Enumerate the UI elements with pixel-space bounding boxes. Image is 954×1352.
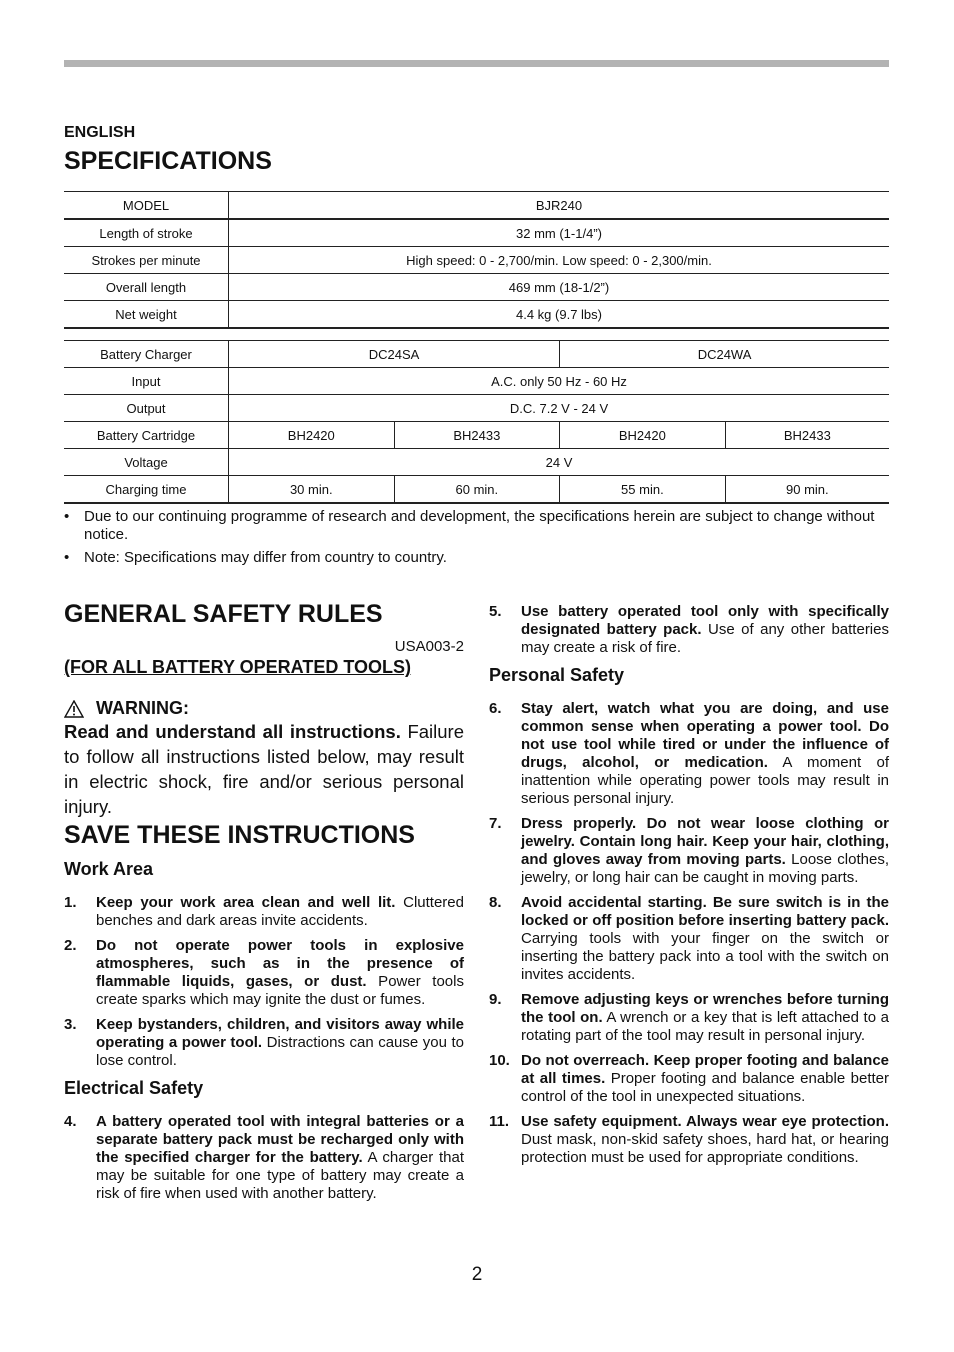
item-number: 4. bbox=[64, 1113, 77, 1130]
warning-lead-bold: Read and understand all instructions. bbox=[64, 721, 401, 742]
table-row bbox=[64, 476, 889, 504]
warning-label: WARNING: bbox=[96, 698, 189, 718]
model-value: BJR240 bbox=[229, 192, 890, 220]
list-item bbox=[64, 508, 889, 544]
cartridge-value: BH2433 bbox=[394, 422, 560, 449]
item-bold: Keep your work area clean and well lit. bbox=[96, 894, 396, 911]
spec-label: Strokes per minute bbox=[64, 247, 229, 274]
item-text: Cluttered benches and dark areas invite accidents. bbox=[96, 894, 464, 929]
item-text: Carrying tools with your finger on the switch or inserting the battery pack into a tool with the switch on invites accidents. bbox=[521, 930, 889, 983]
output-value: D.C. 7.2 V - 24 V bbox=[229, 395, 890, 422]
item-bold: Use battery operated tool only with specifically designated battery pack. bbox=[521, 603, 889, 638]
item-number: 2. bbox=[64, 937, 77, 954]
model-label: MODEL bbox=[64, 192, 229, 220]
item-number: 11. bbox=[489, 1113, 510, 1130]
item-number: 10. bbox=[489, 1052, 510, 1069]
specifications-table bbox=[64, 191, 889, 329]
item-bold: Dress properly. Do not wear loose clothing or jewelry. Contain long hair. Keep your hair, clothing, and gloves away from moving parts. bbox=[521, 815, 889, 868]
list-item bbox=[489, 991, 889, 1045]
spec-value: High speed: 0 - 2,700/min. Low speed: 0 - 2,300/min. bbox=[229, 247, 890, 274]
left-column bbox=[64, 598, 464, 1210]
spec-notes bbox=[64, 508, 889, 572]
cartridge-value: BH2420 bbox=[560, 422, 726, 449]
warning-text bbox=[64, 719, 464, 819]
item-bold: Stay alert, watch what you are doing, and use common sense when operating a power tool. Do not use tool while tired or under the influence of drugs, alcohol, or medication. bbox=[521, 700, 889, 771]
input-label: Input bbox=[64, 368, 229, 395]
safety-subtitle: (FOR ALL BATTERY OPERATED TOOLS) bbox=[64, 657, 412, 677]
list-item bbox=[489, 815, 889, 887]
list-item bbox=[64, 1113, 464, 1203]
input-value: A.C. only 50 Hz - 60 Hz bbox=[229, 368, 890, 395]
item-number: 1. bbox=[64, 894, 77, 911]
item-bold: A battery operated tool with integral batteries or a separate battery pack must be recharged only with the specified charger for the battery. bbox=[96, 1113, 464, 1166]
cartridge-value: BH2433 bbox=[725, 422, 889, 449]
item-bold: Do not overreach. Keep proper footing and balance at all times. bbox=[521, 1052, 889, 1087]
note-text: Note: Specifications may differ from country to country. bbox=[84, 549, 447, 566]
charging-label: Charging time bbox=[64, 476, 229, 504]
note-text: Due to our continuing programme of research and development, the specifications herein are subject to change without notice. bbox=[84, 508, 875, 543]
item-text: Dust mask, non-skid safety shoes, hard hat, or hearing protection must be used for appropriate conditions. bbox=[521, 1131, 889, 1166]
top-rule bbox=[64, 60, 889, 67]
output-label: Output bbox=[64, 395, 229, 422]
charger-table bbox=[64, 340, 889, 504]
table-row bbox=[64, 341, 889, 368]
item-text: A charger that may be suitable for one type of battery may create a risk of fire when used with another battery. bbox=[96, 1149, 464, 1202]
charging-time: 90 min. bbox=[725, 476, 889, 504]
charger-model: DC24WA bbox=[560, 341, 889, 368]
item-text: A moment of inattention while operating power tools may result in serious personal injury. bbox=[521, 754, 889, 807]
list-item bbox=[64, 1016, 464, 1070]
list-item bbox=[489, 1113, 889, 1167]
list-item bbox=[64, 937, 464, 1009]
list-item bbox=[64, 549, 889, 567]
spec-value: 4.4 kg (9.7 lbs) bbox=[229, 301, 890, 329]
spec-label: Net weight bbox=[64, 301, 229, 329]
item-bold: Avoid accidental starting. Be sure switch is in the locked or off position before inserting battery pack. bbox=[521, 894, 889, 929]
item-number: 5. bbox=[489, 603, 502, 620]
cartridge-label: Battery Cartridge bbox=[64, 422, 229, 449]
item-bold: Keep bystanders, children, and visitors away while operating a power tool. bbox=[96, 1016, 464, 1051]
item-bold: Use safety equipment. Always wear eye protection. bbox=[521, 1113, 889, 1130]
item-number: 9. bbox=[489, 991, 502, 1008]
item-bold: Do not operate power tools in explosive atmospheres, such as in the presence of flammable liquids, gases, or dust. bbox=[96, 937, 464, 990]
item-number: 8. bbox=[489, 894, 502, 911]
spec-value: 469 mm (18-1/2”) bbox=[229, 274, 890, 301]
safety-title: GENERAL SAFETY RULES bbox=[64, 600, 383, 628]
table-row bbox=[64, 219, 889, 247]
table-row bbox=[64, 247, 889, 274]
page-number: 2 bbox=[471, 1264, 483, 1285]
language-label: ENGLISH bbox=[64, 124, 136, 141]
electrical-safety-heading: Electrical Safety bbox=[64, 1078, 204, 1098]
list-item bbox=[489, 700, 889, 808]
item-text: Loose clothes, jewelry, or long hair can be caught in moving parts. bbox=[521, 851, 890, 886]
item-bold: Remove adjusting keys or wrenches before turning the tool on. bbox=[521, 991, 889, 1026]
bullet-icon: • bbox=[64, 549, 70, 566]
item-number: 6. bbox=[489, 700, 502, 717]
cartridge-value: BH2420 bbox=[229, 422, 395, 449]
voltage-value: 24 V bbox=[229, 449, 890, 476]
table-row bbox=[64, 274, 889, 301]
list-item bbox=[489, 894, 889, 984]
table-row bbox=[64, 368, 889, 395]
list-item bbox=[64, 894, 464, 930]
table-row bbox=[64, 395, 889, 422]
table-row bbox=[64, 301, 889, 329]
charging-time: 60 min. bbox=[394, 476, 560, 504]
document-code: USA003-2 bbox=[394, 638, 464, 655]
table-row bbox=[64, 449, 889, 476]
item-text: Use of any other batteries may create a risk of fire. bbox=[521, 621, 889, 656]
table-row bbox=[64, 422, 889, 449]
charging-time: 55 min. bbox=[560, 476, 726, 504]
charging-time: 30 min. bbox=[229, 476, 395, 504]
charger-label: Battery Charger bbox=[64, 341, 229, 368]
list-item bbox=[489, 603, 889, 657]
table-row bbox=[64, 192, 889, 220]
work-area-heading: Work Area bbox=[64, 859, 154, 879]
item-text: Proper footing and balance enable better control of the tool in unexpected situations. bbox=[521, 1070, 889, 1105]
page-title: SPECIFICATIONS bbox=[64, 147, 272, 175]
warning-triangle-icon bbox=[64, 700, 84, 718]
save-instructions-title: SAVE THESE INSTRUCTIONS bbox=[64, 821, 415, 849]
spec-value: 32 mm (1-1/4”) bbox=[229, 219, 890, 247]
right-column bbox=[489, 603, 889, 1174]
warning-lead-text: Failure to follow all instructions listed below, may result in electric shock, fire and/or serious personal injury. bbox=[64, 721, 464, 817]
voltage-label: Voltage bbox=[64, 449, 229, 476]
spec-label: Length of stroke bbox=[64, 219, 229, 247]
personal-safety-heading: Personal Safety bbox=[489, 665, 625, 685]
spec-label: Overall length bbox=[64, 274, 229, 301]
item-text: A wrench or a key that is left attached to a rotating part of the tool may result in personal injury. bbox=[521, 1009, 889, 1044]
item-text: Distractions can cause you to lose control. bbox=[96, 1034, 464, 1069]
item-number: 3. bbox=[64, 1016, 77, 1033]
list-item bbox=[489, 1052, 889, 1106]
item-text: Power tools create sparks which may ignite the dust or fumes. bbox=[96, 973, 464, 1008]
warning-heading bbox=[64, 698, 464, 719]
item-number: 7. bbox=[489, 815, 502, 832]
bullet-icon: • bbox=[64, 508, 70, 525]
charger-model: DC24SA bbox=[229, 341, 560, 368]
